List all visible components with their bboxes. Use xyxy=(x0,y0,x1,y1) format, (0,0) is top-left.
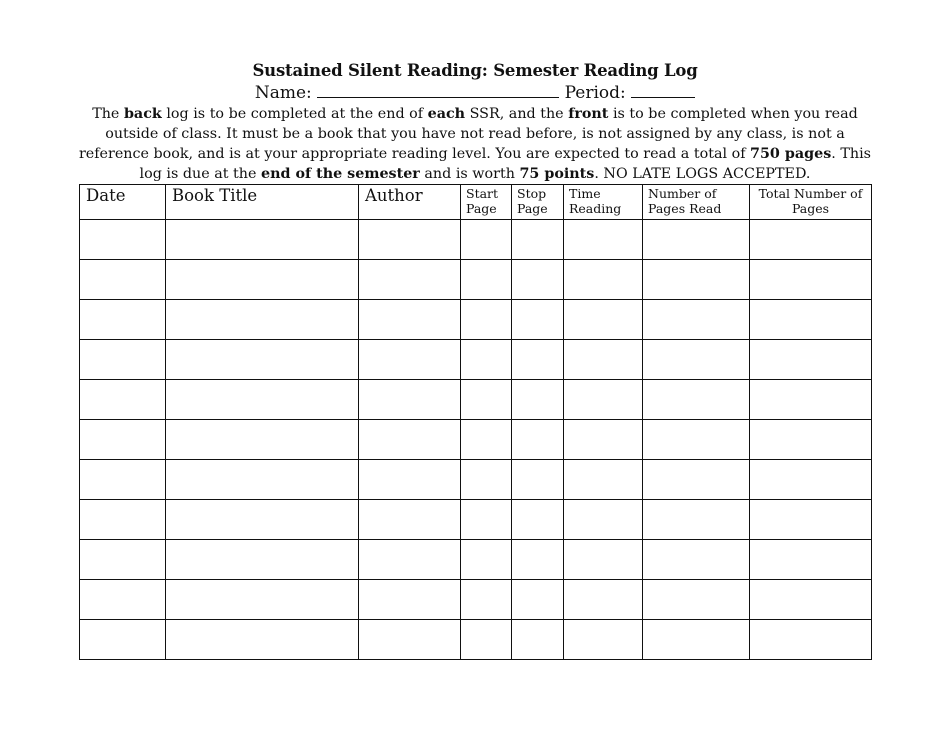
author-cell[interactable] xyxy=(359,580,461,620)
total-pages-cell[interactable] xyxy=(750,540,872,580)
header-stop-page: Stop Page xyxy=(512,185,564,220)
start-page-cell[interactable] xyxy=(461,420,512,460)
start-page-cell[interactable] xyxy=(461,540,512,580)
table-row xyxy=(80,540,872,580)
stop-page-cell[interactable] xyxy=(512,380,564,420)
pages-read-cell[interactable] xyxy=(643,260,750,300)
header-time-reading: Time Reading xyxy=(564,185,643,220)
date-cell[interactable] xyxy=(80,540,166,580)
book-title-cell[interactable] xyxy=(166,620,359,660)
time-reading-cell[interactable] xyxy=(564,620,643,660)
pages-read-cell[interactable] xyxy=(643,340,750,380)
table-body xyxy=(80,220,872,660)
instr-bold-semester: end of the semester xyxy=(260,166,420,182)
stop-page-cell[interactable] xyxy=(512,220,564,260)
author-cell[interactable] xyxy=(359,620,461,660)
time-reading-cell[interactable] xyxy=(564,500,643,540)
book-title-cell[interactable] xyxy=(166,220,359,260)
instructions xyxy=(75,104,875,184)
book-title-cell[interactable] xyxy=(166,340,359,380)
instr-text-2: log is to be completed at the end of xyxy=(161,106,428,122)
book-title-cell[interactable] xyxy=(166,580,359,620)
start-page-cell[interactable] xyxy=(461,460,512,500)
date-cell[interactable] xyxy=(80,340,166,380)
reading-log-table xyxy=(79,184,872,660)
book-title-cell[interactable] xyxy=(166,260,359,300)
stop-page-cell[interactable] xyxy=(512,460,564,500)
author-cell[interactable] xyxy=(359,500,461,540)
pages-read-cell[interactable] xyxy=(643,540,750,580)
time-reading-cell[interactable] xyxy=(564,220,643,260)
book-title-cell[interactable] xyxy=(166,460,359,500)
start-page-cell[interactable] xyxy=(461,620,512,660)
time-reading-cell[interactable] xyxy=(564,380,643,420)
page-title: Sustained Silent Reading: Semester Reading Log xyxy=(252,61,698,80)
instr-text-1: The xyxy=(92,106,124,122)
author-cell[interactable] xyxy=(359,300,461,340)
date-cell[interactable] xyxy=(80,500,166,540)
start-page-cell[interactable] xyxy=(461,340,512,380)
instr-text-4: is to be completed when you read outside of class. It must be a book that you have not read before, is not assigned by any class, is not a reference book, and is at your appropriate reading level. You are expected to read a total of xyxy=(78,106,858,162)
total-pages-cell[interactable] xyxy=(750,420,872,460)
instr-bold-each: each xyxy=(427,106,466,122)
pages-read-cell[interactable] xyxy=(643,580,750,620)
book-title-cell[interactable] xyxy=(166,420,359,460)
date-cell[interactable] xyxy=(80,460,166,500)
header-pages-read: Number of Pages Read xyxy=(643,185,750,220)
instr-bold-front: front xyxy=(568,106,609,122)
book-title-cell[interactable] xyxy=(166,540,359,580)
name-label: Name: xyxy=(254,83,312,103)
author-cell[interactable] xyxy=(359,460,461,500)
date-cell[interactable] xyxy=(80,380,166,420)
date-cell[interactable] xyxy=(80,300,166,340)
stop-page-cell[interactable] xyxy=(512,500,564,540)
start-page-cell[interactable] xyxy=(461,260,512,300)
pages-read-cell[interactable] xyxy=(643,460,750,500)
author-cell[interactable] xyxy=(359,220,461,260)
stop-page-cell[interactable] xyxy=(512,300,564,340)
total-pages-cell[interactable] xyxy=(750,300,872,340)
header-total-pages: Total Number of Pages xyxy=(750,185,872,220)
book-title-cell[interactable] xyxy=(166,380,359,420)
date-cell[interactable] xyxy=(80,420,166,460)
table-row xyxy=(80,460,872,500)
date-cell[interactable] xyxy=(80,580,166,620)
stop-page-cell[interactable] xyxy=(512,580,564,620)
instr-text-3: SSR, and the xyxy=(465,106,569,122)
start-page-cell[interactable] xyxy=(461,580,512,620)
table-row xyxy=(80,500,872,540)
period-label: Period: xyxy=(564,83,626,103)
author-cell[interactable] xyxy=(359,420,461,460)
table-header-row xyxy=(80,185,872,220)
stop-page-cell[interactable] xyxy=(512,420,564,460)
period-blank[interactable] xyxy=(631,83,695,98)
book-title-cell[interactable] xyxy=(166,300,359,340)
date-cell[interactable] xyxy=(80,260,166,300)
total-pages-cell[interactable] xyxy=(750,500,872,540)
start-page-cell[interactable] xyxy=(461,380,512,420)
table-row xyxy=(80,300,872,340)
table-row xyxy=(80,620,872,660)
pages-read-cell[interactable] xyxy=(643,620,750,660)
table-row xyxy=(80,380,872,420)
author-cell[interactable] xyxy=(359,540,461,580)
time-reading-cell[interactable] xyxy=(564,260,643,300)
total-pages-cell[interactable] xyxy=(750,620,872,660)
instr-bold-points: 75 points xyxy=(519,166,595,182)
instr-text-5: . This log is due at the xyxy=(139,146,872,182)
stop-page-cell[interactable] xyxy=(512,540,564,580)
book-title-cell[interactable] xyxy=(166,500,359,540)
date-cell[interactable] xyxy=(80,220,166,260)
table-row xyxy=(80,260,872,300)
header-start-page: Start Page xyxy=(461,185,512,220)
total-pages-cell[interactable] xyxy=(750,340,872,380)
stop-page-cell[interactable] xyxy=(512,260,564,300)
header-date: Date xyxy=(80,185,166,220)
pages-read-cell[interactable] xyxy=(643,420,750,460)
total-pages-cell[interactable] xyxy=(750,460,872,500)
author-cell[interactable] xyxy=(359,380,461,420)
start-page-cell[interactable] xyxy=(461,300,512,340)
pages-read-cell[interactable] xyxy=(643,380,750,420)
table-row xyxy=(80,340,872,380)
time-reading-cell[interactable] xyxy=(564,420,643,460)
total-pages-cell[interactable] xyxy=(750,380,872,420)
name-blank[interactable] xyxy=(317,83,559,98)
time-reading-cell[interactable] xyxy=(564,540,643,580)
time-reading-cell[interactable] xyxy=(564,580,643,620)
author-cell[interactable] xyxy=(359,340,461,380)
table-row xyxy=(80,420,872,460)
stop-page-cell[interactable] xyxy=(512,620,564,660)
start-page-cell[interactable] xyxy=(461,500,512,540)
start-page-cell[interactable] xyxy=(461,220,512,260)
date-cell[interactable] xyxy=(80,620,166,660)
instr-text-7: . NO LATE LOGS ACCEPTED. xyxy=(594,166,811,182)
pages-read-cell[interactable] xyxy=(643,220,750,260)
instr-text-6: and is worth xyxy=(419,166,520,182)
pages-read-cell[interactable] xyxy=(643,500,750,540)
time-reading-cell[interactable] xyxy=(564,300,643,340)
pages-read-cell[interactable] xyxy=(643,300,750,340)
header-book-title: Book Title xyxy=(166,185,359,220)
header-author: Author xyxy=(359,185,461,220)
instr-bold-back: back xyxy=(123,106,162,122)
name-period-line xyxy=(40,82,910,104)
stop-page-cell[interactable] xyxy=(512,340,564,380)
time-reading-cell[interactable] xyxy=(564,340,643,380)
total-pages-cell[interactable] xyxy=(750,220,872,260)
total-pages-cell[interactable] xyxy=(750,260,872,300)
log-header xyxy=(40,60,910,184)
table-row xyxy=(80,220,872,260)
time-reading-cell[interactable] xyxy=(564,460,643,500)
total-pages-cell[interactable] xyxy=(750,580,872,620)
table-row xyxy=(80,580,872,620)
author-cell[interactable] xyxy=(359,260,461,300)
instr-bold-pages: 750 pages xyxy=(750,146,832,162)
